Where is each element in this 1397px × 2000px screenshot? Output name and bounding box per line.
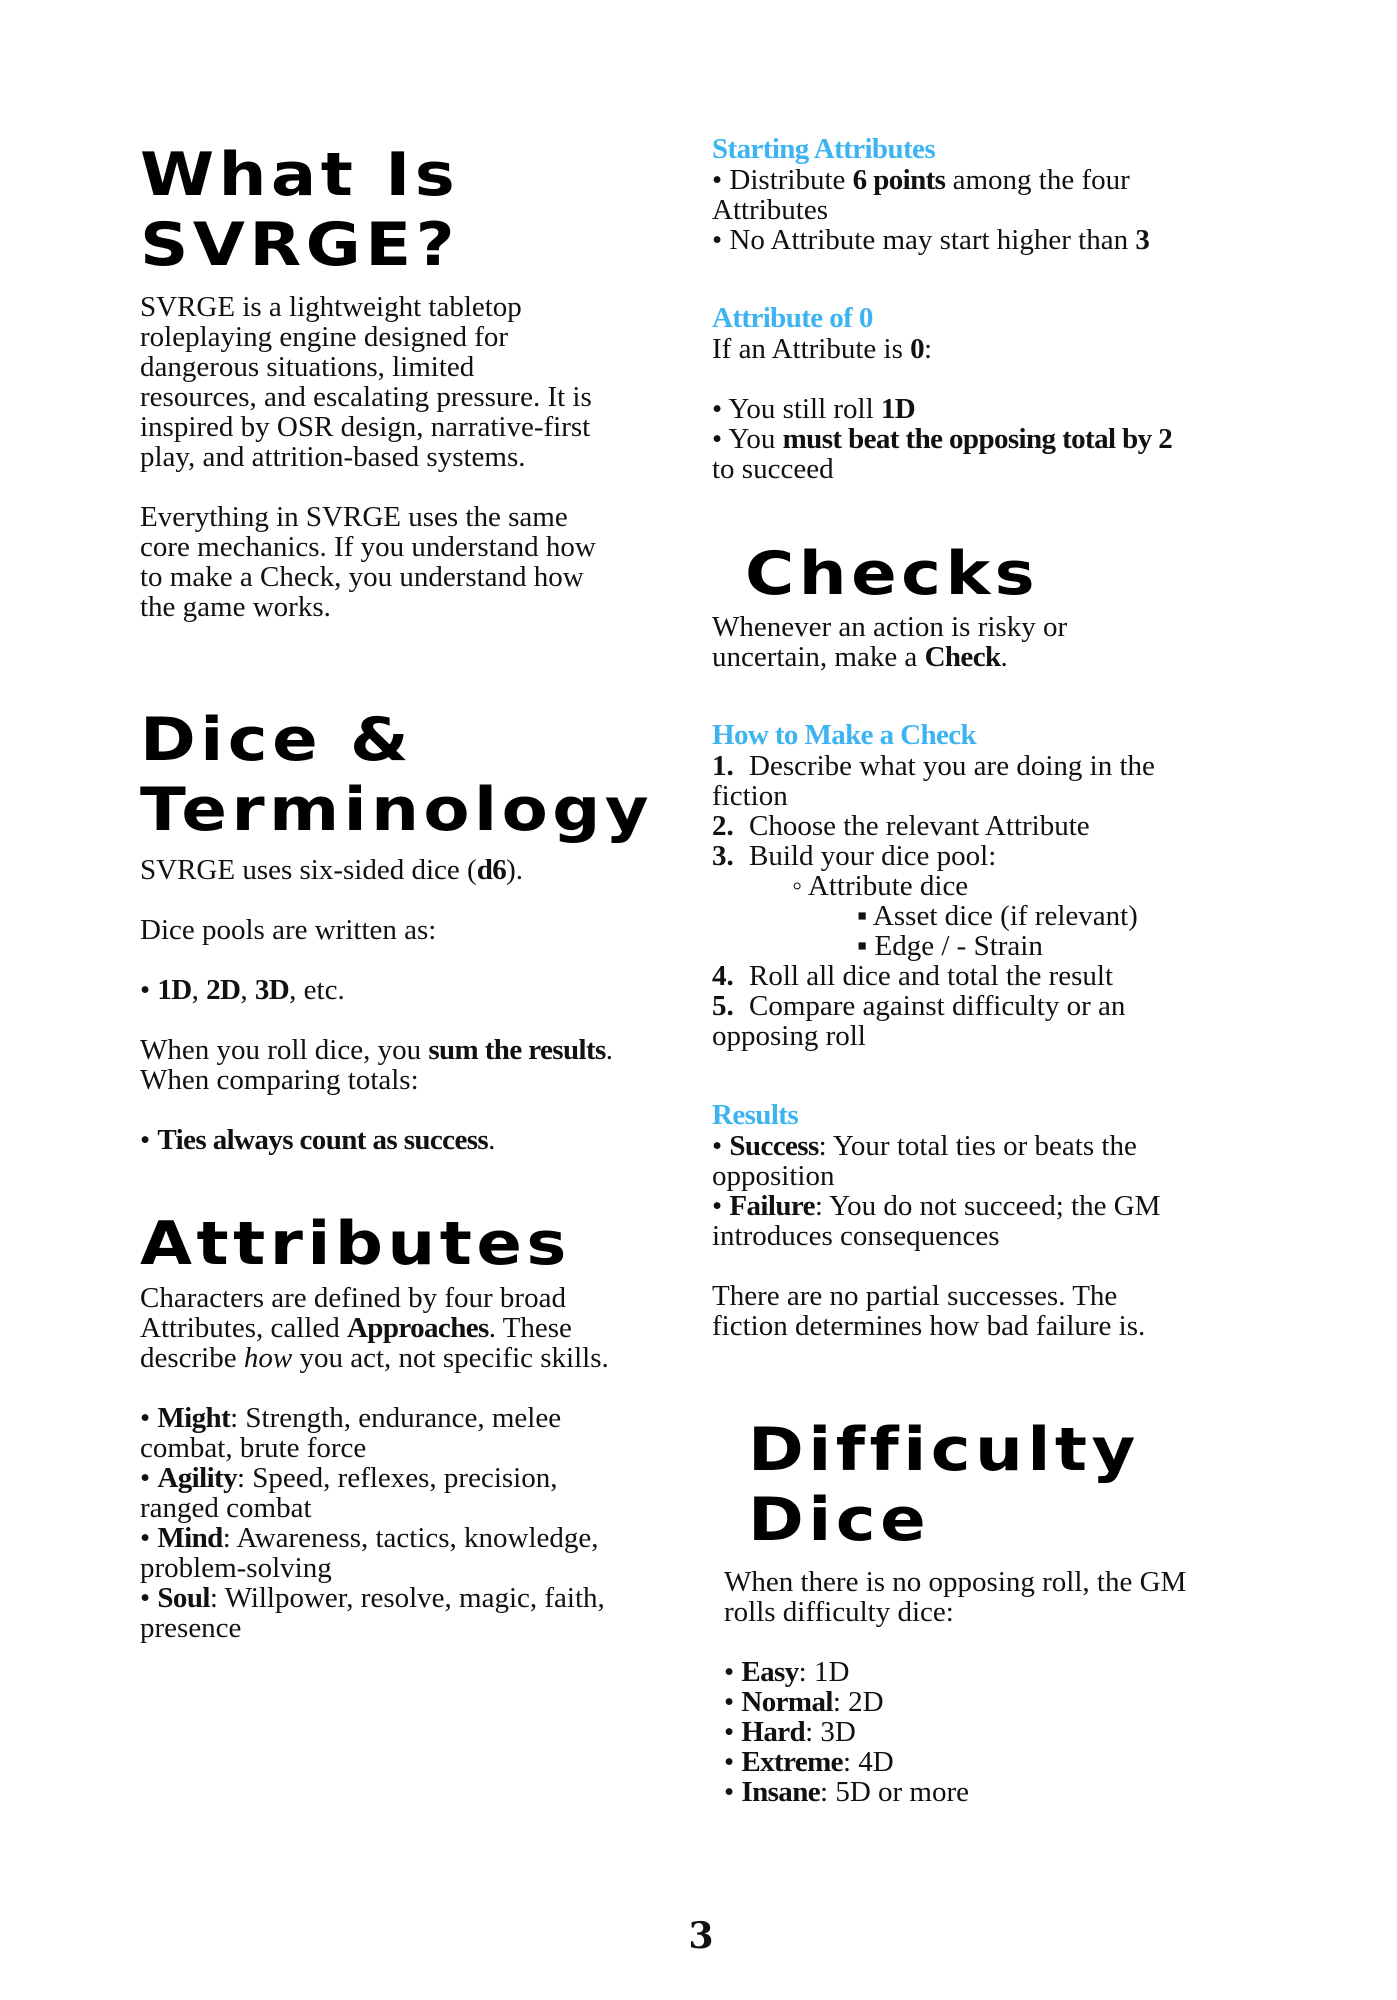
step-number: 4. <box>712 960 734 992</box>
text-line <box>712 642 1312 672</box>
bold-text: Failure <box>729 1190 815 1222</box>
section-results <box>712 1099 1332 1341</box>
attribute-item-agility <box>140 1463 700 1493</box>
dice-body <box>140 855 700 1155</box>
text: If an Attribute is <box>712 333 911 365</box>
text: . <box>488 1124 496 1156</box>
attribute-name: Soul <box>157 1582 210 1614</box>
text: : You do not succeed; the GM <box>814 1190 1161 1222</box>
sub-sub-item: ▪ Edge / - Strain <box>857 930 1043 962</box>
text: : Willpower, resolve, magic, faith, <box>209 1582 605 1614</box>
bold-text: 6 points <box>852 164 946 196</box>
subheading-attribute-of-0: Attribute of 0 <box>712 302 873 334</box>
difficulty-body <box>724 1567 1344 1807</box>
attribute-name: Mind <box>157 1522 223 1554</box>
difficulty-extreme <box>724 1747 1344 1777</box>
text-line: Attributes <box>712 194 828 226</box>
text-line: opposing roll <box>712 1020 866 1052</box>
text-line: rolls difficulty dice: <box>724 1596 954 1628</box>
text: • No Attribute may start higher than <box>712 224 1136 256</box>
subheading-results: Results <box>712 1099 799 1131</box>
bold-text: 3 <box>1135 224 1150 256</box>
section-checks <box>745 539 1040 609</box>
text-line: presence <box>140 1612 242 1644</box>
step-number: 3. <box>712 840 734 872</box>
dice-uses-line <box>140 855 700 885</box>
text-line: When there is no opposing roll, the GM <box>724 1566 1187 1598</box>
heading-checks: Checks <box>745 539 1040 609</box>
bullet: • <box>724 1776 735 1808</box>
result-failure <box>712 1191 1332 1221</box>
heading-line: Dice <box>748 1485 931 1555</box>
bold-text: Easy <box>741 1656 799 1688</box>
difficulty-normal <box>724 1687 1344 1717</box>
bold-text: Approaches <box>346 1312 489 1344</box>
text-line <box>140 1313 700 1343</box>
text-line: dangerous situations, limited <box>140 351 475 383</box>
bullet: • <box>712 1130 723 1162</box>
text: : Your total ties or beats the <box>818 1130 1137 1162</box>
attribute-item-mind <box>140 1523 700 1553</box>
text: Describe what you are doing in the <box>749 750 1155 782</box>
result-success <box>712 1131 1332 1161</box>
section-dice <box>140 705 654 845</box>
bullet: • <box>140 1522 151 1554</box>
text: SVRGE uses six-sided dice ( <box>140 854 477 886</box>
section-attribute-zero <box>712 302 1332 484</box>
bold-text: Success <box>729 1130 819 1162</box>
text-line: to make a Check, you understand how <box>140 561 584 593</box>
bold-text: Insane <box>741 1776 821 1808</box>
bold-text: 3D <box>254 974 290 1006</box>
bold-text: must beat the opposing total by 2 <box>782 423 1173 455</box>
bullet: • <box>140 1462 151 1494</box>
heading-line: Difficulty <box>748 1415 1140 1485</box>
page-number: 3 <box>688 1915 714 1957</box>
step-3 <box>712 841 1332 871</box>
subheading-starting-attributes: Starting Attributes <box>712 133 936 165</box>
bullet: • <box>724 1716 735 1748</box>
attribute-name: Might <box>157 1402 231 1434</box>
bullet: • <box>140 1402 151 1434</box>
dice-pool-bullet <box>140 975 700 1005</box>
italic-text: how <box>243 1342 293 1374</box>
bold-text: 1D <box>157 974 192 1006</box>
attribute-item-soul <box>140 1583 700 1613</box>
bold-text: Hard <box>741 1716 806 1748</box>
text-line <box>712 165 1312 195</box>
text-line: play, and attrition-based systems. <box>140 441 526 473</box>
difficulty-easy <box>724 1657 1344 1687</box>
text-line: Whenever an action is risky or <box>712 611 1068 643</box>
text-line <box>712 424 1332 454</box>
attribute-name: Agility <box>157 1462 237 1494</box>
text-line: resources, and escalating pressure. It is <box>140 381 592 413</box>
text: . These <box>488 1312 572 1344</box>
text: describe <box>140 1342 244 1374</box>
section-difficulty <box>748 1415 1140 1555</box>
text-line: ranged combat <box>140 1492 312 1524</box>
section-attributes <box>140 1209 571 1279</box>
text: Compare against difficulty or an <box>749 990 1126 1022</box>
text-line <box>712 334 1332 364</box>
bold-text: Ties always count as success <box>157 1124 489 1156</box>
bold-text: Normal <box>741 1686 833 1718</box>
text: , etc. <box>289 974 345 1006</box>
ties-bullet <box>140 1125 700 1155</box>
subheading-how-to-make-a-check: How to Make a Check <box>712 719 977 751</box>
text: : <box>924 333 933 365</box>
bullet: • <box>724 1686 735 1718</box>
step-number: 2. <box>712 810 734 842</box>
bullet: • <box>140 1124 151 1156</box>
sub-sub-item: ▪ Asset dice (if relevant) <box>857 900 1138 932</box>
text: : 2D <box>832 1686 884 1718</box>
text: . <box>1000 641 1008 673</box>
text: ). <box>506 854 524 886</box>
text: you act, not specific skills. <box>292 1342 609 1374</box>
bold-text: Check <box>924 641 1001 673</box>
text-line: Everything in SVRGE uses the same <box>140 501 568 533</box>
bold-text: Extreme <box>741 1746 843 1778</box>
text-line <box>140 1343 700 1373</box>
text-line <box>712 394 1332 424</box>
heading-what-is-svrge <box>140 140 459 280</box>
text: : 1D <box>798 1656 850 1688</box>
sub-item: ◦ Attribute dice <box>792 870 969 902</box>
attribute-item-might <box>140 1403 700 1433</box>
text: • You <box>712 423 783 455</box>
step-number: 5. <box>712 990 734 1022</box>
text-line <box>712 225 1312 255</box>
step-4 <box>712 961 1332 991</box>
step-5 <box>712 991 1332 1021</box>
bold-text: d6 <box>476 854 507 886</box>
step-number: 1. <box>712 750 734 782</box>
text: , <box>191 974 207 1006</box>
difficulty-hard <box>724 1717 1344 1747</box>
bullet: • <box>724 1746 735 1778</box>
text-line: the game works. <box>140 591 331 623</box>
heading-line: Dice & <box>140 705 414 775</box>
heading-difficulty-dice <box>748 1415 1140 1555</box>
text: • You still roll <box>712 393 881 425</box>
text-line: opposition <box>712 1160 835 1192</box>
step-1 <box>712 751 1332 781</box>
text: : 4D <box>842 1746 894 1778</box>
difficulty-insane <box>724 1777 1344 1807</box>
text-line: fiction <box>712 780 788 812</box>
heading-dice-terminology <box>140 705 653 845</box>
text-line: inspired by OSR design, narrative-first <box>140 411 591 443</box>
heading-line: Terminology <box>140 775 654 845</box>
attributes-body <box>140 1283 700 1643</box>
bold-text: 1D <box>880 393 916 425</box>
text: uncertain, make a <box>712 641 925 673</box>
text-line: problem-solving <box>140 1552 332 1584</box>
heading-line: What Is <box>140 140 460 210</box>
text: Attributes, called <box>140 1312 347 1344</box>
roll-line <box>140 1035 700 1065</box>
text-line: introduces consequences <box>712 1220 1000 1252</box>
text-line: to succeed <box>712 453 834 485</box>
text: Build your dice pool: <box>749 840 997 872</box>
text: : 3D <box>805 1716 856 1748</box>
bold-text: 2D <box>206 974 241 1006</box>
bullet: • <box>140 1582 151 1614</box>
text-line: fiction determines how bad failure is. <box>712 1310 1146 1342</box>
bullet: • <box>140 974 151 1006</box>
section-starting-attributes <box>712 133 1312 255</box>
text-line: SVRGE is a lightweight tabletop <box>140 291 522 323</box>
bold-text: sum the results <box>428 1034 606 1066</box>
step-2 <box>712 811 1332 841</box>
text: : Speed, reflexes, precision, <box>236 1462 558 1494</box>
bold-text: 0 <box>910 333 925 365</box>
text: . <box>605 1034 613 1066</box>
text-line: combat, brute force <box>140 1432 367 1464</box>
bullet: • <box>724 1656 735 1688</box>
text-line: There are no partial successes. The <box>712 1280 1118 1312</box>
section-how-to-check <box>712 719 1332 1051</box>
text: among the four <box>945 164 1130 196</box>
text: , <box>240 974 255 1006</box>
text-line: Characters are defined by four broad <box>140 1282 566 1314</box>
what-is-body <box>140 292 700 622</box>
text: Roll all dice and total the result <box>749 960 1114 992</box>
text-line: Dice pools are written as: <box>140 914 437 946</box>
text-line: core mechanics. If you understand how <box>140 531 596 563</box>
checks-intro <box>712 612 1312 672</box>
text: : Awareness, tactics, knowledge, <box>222 1522 599 1554</box>
text-line: roleplaying engine designed for <box>140 321 509 353</box>
text: • Distribute <box>712 164 853 196</box>
text: Choose the relevant Attribute <box>749 810 1090 842</box>
section-what-is <box>140 140 460 280</box>
text: : 5D or more <box>820 1776 970 1808</box>
text: : Strength, endurance, melee <box>230 1402 562 1434</box>
text-line: When comparing totals: <box>140 1064 419 1096</box>
heading-line: SVRGE? <box>140 210 460 280</box>
bullet: • <box>712 1190 723 1222</box>
text: When you roll dice, you <box>140 1034 429 1066</box>
heading-attributes: Attributes <box>140 1209 571 1279</box>
